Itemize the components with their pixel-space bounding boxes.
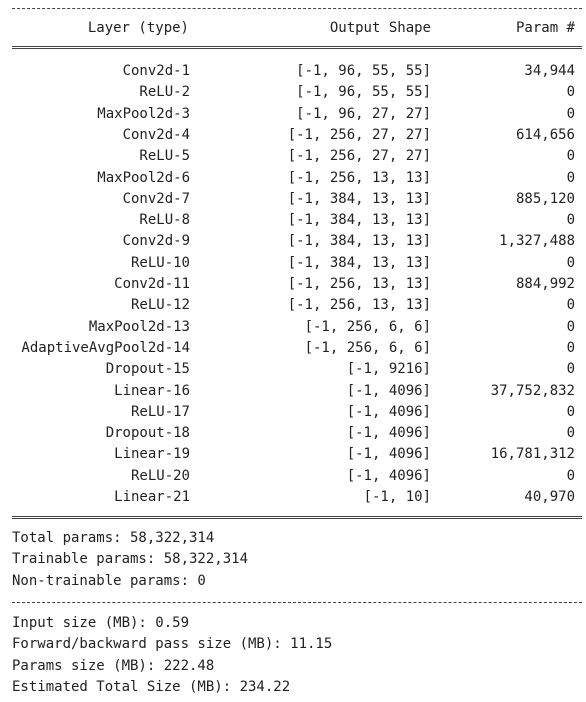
- table-row: [0, 295, 586, 316]
- output-shape-cell: [-1, 256, 13, 13]: [287, 276, 431, 292]
- param-count-cell: 34,944: [524, 63, 575, 79]
- input-size-text: Input size (MB): 0.59: [12, 615, 190, 631]
- layer-name-cell: MaxPool2d-6: [97, 169, 190, 186]
- output-shape-cell: [-1, 96, 55, 55]: [296, 63, 431, 79]
- non-trainable-params-text: Non-trainable params: 0: [12, 573, 206, 589]
- table-header: [0, 18, 586, 39]
- layer-name-cell: Conv2d-9: [122, 233, 190, 250]
- table-row: [0, 125, 586, 146]
- output-shape-cell: [-1, 256, 13, 13]: [287, 169, 431, 186]
- output-shape-cell: [-1, 384, 13, 13]: [287, 254, 431, 271]
- table-row: [0, 317, 586, 338]
- layer-name-cell: Linear-16: [114, 382, 190, 399]
- top-dashed-divider: [12, 8, 582, 9]
- param-count-cell: 0: [566, 403, 575, 420]
- output-shape-cell: [-1, 10]: [363, 489, 431, 505]
- table-row: [0, 146, 586, 167]
- output-shape-header: Output Shape: [329, 20, 431, 36]
- layer-name-cell: AdaptiveAvgPool2d-14: [21, 339, 190, 356]
- header-double-divider: [12, 46, 582, 49]
- output-shape-cell: [-1, 96, 55, 55]: [296, 84, 431, 101]
- output-shape-cell: [-1, 384, 13, 13]: [287, 233, 431, 250]
- table-row: [0, 381, 586, 402]
- param-count-cell: 0: [566, 84, 575, 101]
- output-shape-cell: [-1, 4096]: [346, 382, 431, 399]
- output-shape-cell: [-1, 384, 13, 13]: [287, 212, 431, 229]
- output-shape-cell: [-1, 256, 6, 6]: [304, 318, 431, 335]
- param-count-cell: 0: [566, 254, 575, 271]
- param-count-cell: 614,656: [515, 126, 575, 143]
- table-row: [0, 444, 586, 465]
- table-row: [0, 231, 586, 252]
- layer-type-header: Layer (type): [87, 20, 189, 36]
- layer-name-cell: ReLU-17: [130, 403, 190, 420]
- layer-name-cell: Conv2d-1: [122, 63, 190, 79]
- param-count-cell: 16,781,312: [490, 446, 575, 463]
- layer-name-cell: ReLU-20: [130, 467, 190, 484]
- output-shape-cell: [-1, 4096]: [346, 446, 431, 463]
- summary-dashed-divider: [12, 602, 582, 603]
- layer-name-cell: Conv2d-11: [114, 276, 190, 292]
- param-count-cell: 885,120: [515, 190, 575, 207]
- layer-name-cell: Conv2d-4: [122, 126, 190, 143]
- param-count-cell: 0: [566, 425, 575, 442]
- param-count-cell: 1,327,488: [499, 233, 575, 250]
- estimated-total-size-text: Estimated Total Size (MB): 234.22: [12, 679, 291, 695]
- param-count-header: Param #: [515, 20, 575, 36]
- layer-name-cell: Dropout-18: [105, 425, 190, 442]
- table-row: [0, 423, 586, 444]
- table-row: [0, 189, 586, 210]
- layer-name-cell: Linear-21: [114, 489, 190, 505]
- param-count-cell: 0: [566, 105, 575, 122]
- table-row: [0, 466, 586, 487]
- layer-name-cell: ReLU-2: [139, 84, 190, 101]
- param-count-cell: 0: [566, 212, 575, 229]
- param-count-cell: 0: [566, 148, 575, 165]
- output-shape-cell: [-1, 4096]: [346, 467, 431, 484]
- layer-name-cell: ReLU-8: [139, 212, 190, 229]
- param-count-cell: 37,752,832: [490, 382, 575, 399]
- output-shape-cell: [-1, 9216]: [346, 361, 431, 378]
- forward-backward-size-text: Forward/backward pass size (MB): 11.15: [12, 636, 333, 652]
- table-row: [0, 402, 586, 423]
- output-shape-cell: [-1, 4096]: [346, 403, 431, 420]
- param-count-cell: 40,970: [524, 489, 575, 505]
- table-row: [0, 253, 586, 274]
- table-row: [0, 82, 586, 103]
- output-shape-cell: [-1, 256, 6, 6]: [304, 339, 431, 356]
- param-count-cell: 0: [566, 467, 575, 484]
- param-count-cell: 0: [566, 169, 575, 186]
- output-shape-cell: [-1, 256, 27, 27]: [287, 126, 431, 143]
- total-params-text: Total params: 58,322,314: [12, 530, 215, 546]
- layer-name-cell: Conv2d-7: [122, 190, 190, 207]
- table-row: [0, 210, 586, 231]
- layer-name-cell: MaxPool2d-13: [88, 318, 190, 335]
- param-count-cell: 0: [566, 361, 575, 378]
- table-row: [0, 61, 586, 82]
- table-end-double-divider: [12, 516, 582, 519]
- output-shape-cell: [-1, 4096]: [346, 425, 431, 442]
- table-row: [0, 359, 586, 380]
- layer-name-cell: ReLU-10: [130, 254, 190, 271]
- output-shape-cell: [-1, 256, 27, 27]: [287, 148, 431, 165]
- layer-name-cell: Linear-19: [114, 446, 190, 463]
- param-count-cell: 0: [566, 297, 575, 314]
- param-count-cell: 0: [566, 339, 575, 356]
- layer-name-cell: ReLU-12: [130, 297, 190, 314]
- table-row: [0, 104, 586, 125]
- trainable-params-text: Trainable params: 58,322,314: [12, 551, 249, 567]
- layer-name-cell: ReLU-5: [139, 148, 190, 165]
- layer-name-cell: MaxPool2d-3: [97, 105, 190, 122]
- params-size-text: Params size (MB): 222.48: [12, 658, 215, 674]
- table-row: [0, 487, 586, 508]
- output-shape-cell: [-1, 384, 13, 13]: [287, 190, 431, 207]
- table-row: [0, 274, 586, 295]
- param-count-cell: 884,992: [515, 276, 575, 292]
- layer-name-cell: Dropout-15: [105, 361, 190, 378]
- param-count-cell: 0: [566, 318, 575, 335]
- table-row: [0, 168, 586, 189]
- output-shape-cell: [-1, 256, 13, 13]: [287, 297, 431, 314]
- table-row: [0, 338, 586, 359]
- output-shape-cell: [-1, 96, 27, 27]: [296, 105, 431, 122]
